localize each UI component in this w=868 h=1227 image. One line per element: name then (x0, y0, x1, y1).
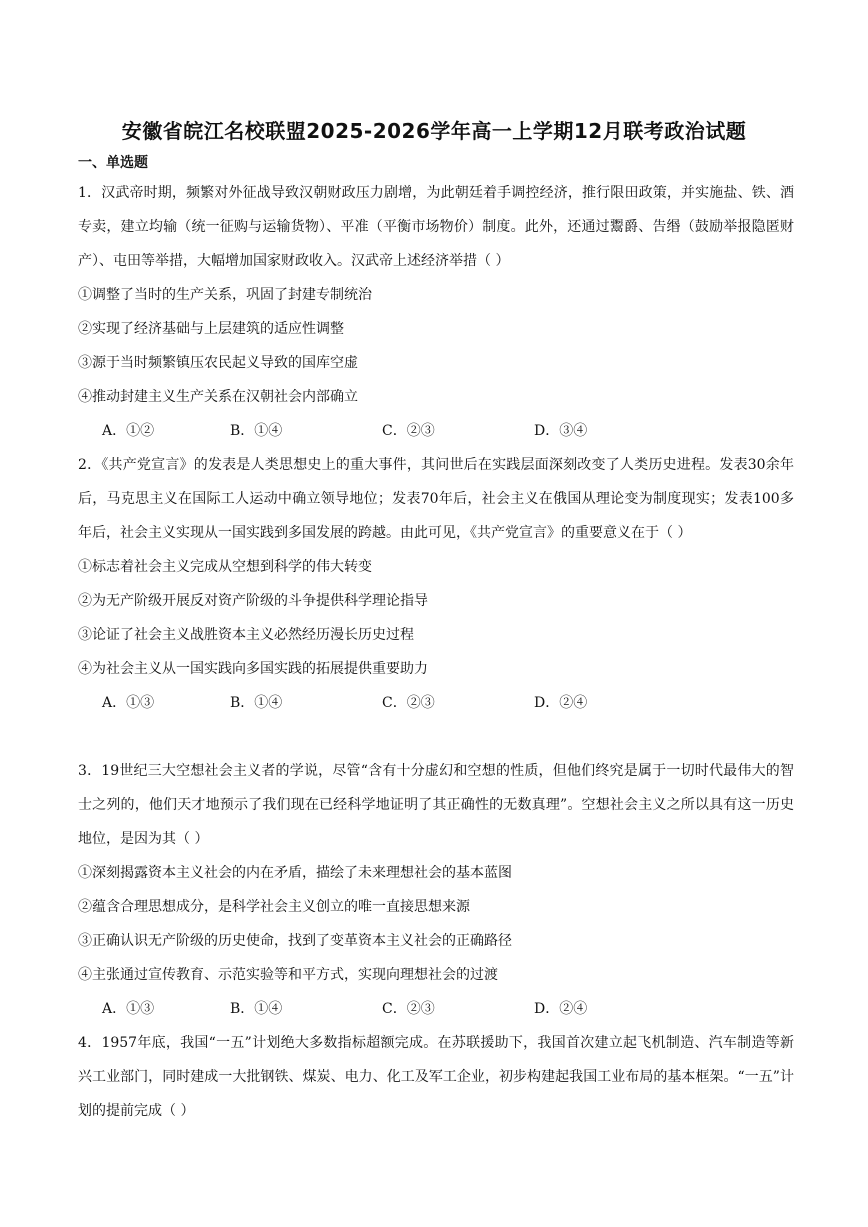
option-c: C．②③ (382, 423, 435, 439)
question-3 (78, 754, 794, 1026)
option-a: A．①③ (102, 695, 155, 711)
section-heading: 一、单选题 (78, 155, 148, 171)
options-row (78, 992, 794, 1026)
statement: ④推动封建主义生产关系在汉朝社会内部确立 (78, 389, 358, 405)
option-d: D．②④ (534, 1001, 588, 1017)
question-4 (78, 1026, 794, 1128)
question-1 (78, 176, 794, 448)
option-a: A．①③ (102, 1001, 155, 1017)
question-stem: 4．1957年底，我国“一五”计划绝大多数指标超额完成。在苏联援助下，我国首次建立起飞机制造、汽车制造等新兴工业部门，同时建成一大批钢铁、煤炭、电力、化工及军工企业，初步构建起我国工业布局的基本框架。“一五”计划的提前完成（ ） (78, 1035, 794, 1119)
question-stem: 2．《共产党宣言》的发表是人类思想史上的重大事件，其问世后在实践层面深刻改变了人类历史进程。发表30余年后，马克思主义在国际工人运动中确立领导地位；发表70年后，社会主义在俄国从理论变为制度现实；发表100多年后，社会主义实现从一国实践到多国发展的跨越。由此可见，《共产党宣言》的重要意义在于（ ） (78, 457, 794, 541)
statement: ②实现了经济基础与上层建筑的适应性调整 (78, 321, 344, 337)
statement: ①调整了当时的生产关系，巩固了封建专制统治 (78, 287, 372, 303)
option-d: D．③④ (534, 423, 588, 439)
question-stem: 3．19世纪三大空想社会主义者的学说，尽管“含有十分虚幻和空想的性质，但他们终究是属于一切时代最伟大的智士之列的，他们天才地预示了我们现在已经科学地证明了其正确性的无数真理”。空想社会主义之所以具有这一历史地位，是因为其（ ） (78, 763, 794, 847)
option-b: B．①④ (230, 423, 283, 439)
option-c: C．②③ (382, 1001, 435, 1017)
statement: ①标志着社会主义完成从空想到科学的伟大转变 (78, 559, 372, 575)
options-row (78, 686, 794, 720)
question-2 (78, 448, 794, 720)
option-b: B．①④ (230, 695, 283, 711)
options-row (78, 414, 794, 448)
option-d: D．②④ (534, 695, 588, 711)
page-title: 安徽省皖江名校联盟2025-2026学年高一上学期12月联考政治试题 (121, 119, 747, 143)
option-a: A．①② (102, 423, 155, 439)
statement: ④为社会主义从一国实践向多国实践的拓展提供重要助力 (78, 661, 428, 677)
statement: ②为无产阶级开展反对资产阶级的斗争提供科学理论指导 (78, 593, 428, 609)
statement: ④主张通过宣传教育、示范实验等和平方式，实现向理想社会的过渡 (78, 967, 498, 983)
statement: ③源于当时频繁镇压农民起义导致的国库空虚 (78, 355, 358, 371)
question-stem: 1．汉武帝时期，频繁对外征战导致汉朝财政压力剧增，为此朝廷着手调控经济，推行限田政策，并实施盐、铁、酒专卖，建立均输（统一征购与运输货物）、平准（平衡市场物价）制度。此外，还通过鬻爵、告缗（鼓励举报隐匿财产）、屯田等举措，大幅增加国家财政收入。汉武帝上述经济举措（ ） (78, 185, 794, 269)
option-b: B．①④ (230, 1001, 283, 1017)
statement: ②蕴含合理思想成分，是科学社会主义创立的唯一直接思想来源 (78, 899, 470, 915)
statement: ③论证了社会主义战胜资本主义必然经历漫长历史过程 (78, 627, 414, 643)
option-c: C．②③ (382, 695, 435, 711)
statement: ③正确认识无产阶级的历史使命，找到了变革资本主义社会的正确路径 (78, 933, 512, 949)
statement: ①深刻揭露资本主义社会的内在矛盾，描绘了未来理想社会的基本蓝图 (78, 865, 512, 881)
